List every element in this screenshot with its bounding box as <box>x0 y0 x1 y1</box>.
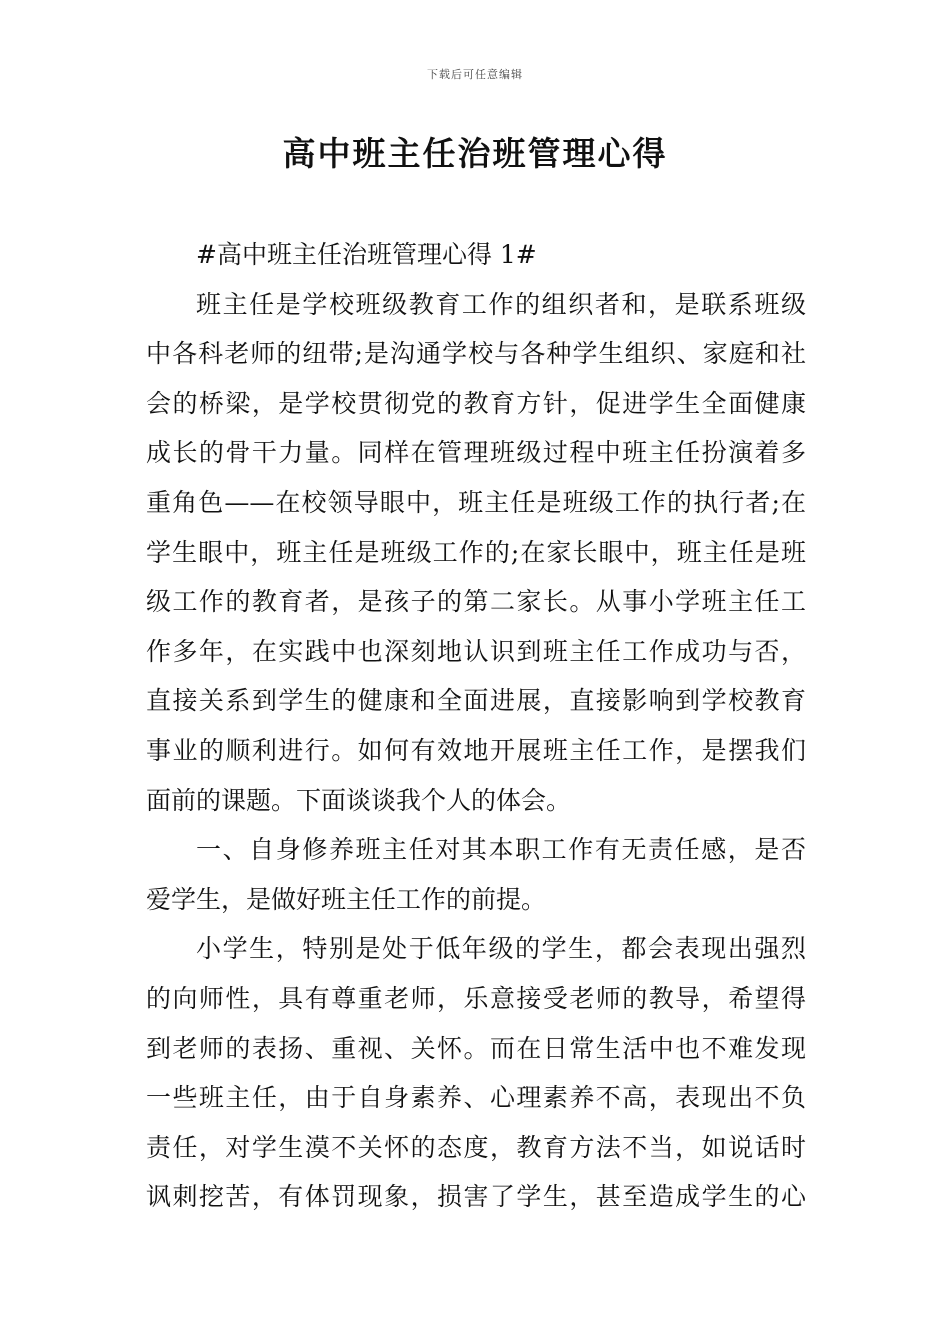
paragraph-line: 直接关系到学生的健康和全面进展，直接影响到学校教育 <box>146 686 806 716</box>
document-body <box>146 230 806 1222</box>
paragraph-3 <box>146 924 806 1222</box>
paragraph-line: 班主任是学校班级教育工作的组织者和，是联系班级 <box>196 289 806 319</box>
document-title: 高中班主任治班管理心得 <box>282 134 668 173</box>
paragraph-line: 作多年，在实践中也深刻地认识到班主任工作成功与否， <box>146 636 806 666</box>
paragraph-line: 学生眼中，班主任是班级工作的;在家长眼中，班主任是班 <box>146 537 806 567</box>
paragraph-line: 重角色——在校领导眼中，班主任是班级工作的执行者;在 <box>146 487 806 517</box>
paragraph-line: 一、自身修养班主任对其本职工作有无责任感，是否 <box>196 835 806 865</box>
paragraph-line: 到老师的表扬、重视、关怀。而在日常生活中也不难发现 <box>146 1033 806 1063</box>
paragraph-line: 的向师性，具有尊重老师，乐意接受老师的教导，希望得 <box>146 983 806 1013</box>
paragraph-line: 讽刺挖苦，有体罚现象，损害了学生，甚至造成学生的心 <box>146 1182 806 1212</box>
paragraph-2 <box>146 825 806 924</box>
section-heading-text: #高中班主任治班管理心得 1# <box>196 240 537 269</box>
paragraph-line: 级工作的教育者，是孩子的第二家长。从事小学班主任工 <box>146 587 806 617</box>
paragraph-line: 会的桥梁，是学校贯彻党的教育方针，促进学生全面健康 <box>146 388 806 418</box>
paragraph-line: 面前的课题。下面谈谈我个人的体会。 <box>146 785 572 815</box>
paragraph-line: 小学生，特别是处于低年级的学生，都会表现出强烈 <box>196 934 806 964</box>
paragraph-line: 中各科老师的纽带;是沟通学校与各种学生组织、家庭和社 <box>146 339 806 369</box>
paragraph-line: 爱学生，是做好班主任工作的前提。 <box>146 884 547 914</box>
paragraph-line: 成长的骨干力量。同样在管理班级过程中班主任扮演着多 <box>146 438 806 468</box>
paragraph-line: 事业的顺利进行。如何有效地开展班主任工作，是摆我们 <box>146 735 806 765</box>
header-note: 下载后可任意编辑 <box>427 68 523 81</box>
paragraph-1 <box>146 280 806 826</box>
paragraph-line: 一些班主任，由于自身素养、心理素养不高，表现出不负 <box>146 1083 806 1113</box>
paragraph-line: 责任，对学生漠不关怀的态度，教育方法不当，如说话时 <box>146 1132 806 1162</box>
section-heading <box>146 230 806 280</box>
